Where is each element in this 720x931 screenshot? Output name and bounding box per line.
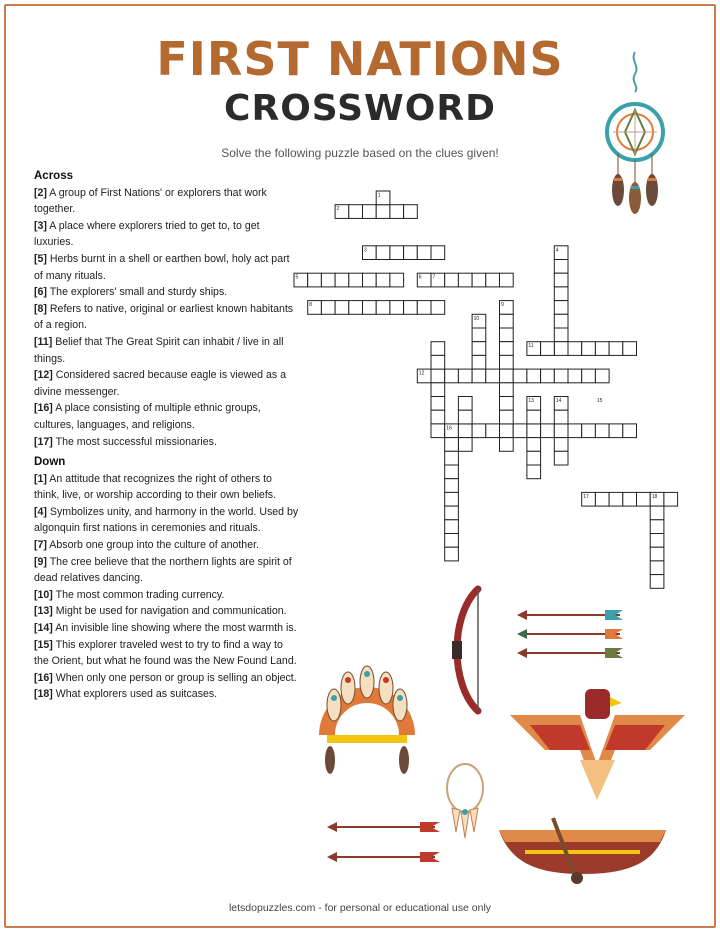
grid-cell[interactable] — [650, 561, 664, 575]
grid-number: 7 — [432, 274, 436, 281]
grid-cell[interactable] — [500, 314, 514, 328]
grid-number: 10 — [473, 315, 480, 322]
clue-number: [9] — [34, 555, 47, 568]
grid-cell[interactable] — [554, 342, 568, 356]
grid-cell[interactable] — [445, 506, 459, 520]
clue-text: The explorers' small and sturdy ships. — [46, 286, 228, 299]
dreamcatcher-icon — [600, 50, 670, 215]
grid-cell[interactable] — [500, 328, 514, 342]
grid-cell[interactable] — [554, 451, 568, 465]
grid-cell[interactable] — [390, 273, 404, 287]
grid-cell[interactable] — [431, 397, 445, 411]
grid-cell[interactable] — [458, 273, 472, 287]
grid-cell[interactable] — [363, 273, 377, 287]
grid-cell[interactable] — [349, 273, 363, 287]
grid-cell[interactable] — [458, 397, 472, 411]
clue-text: Refers to native, original or earliest known habitants of a region. — [34, 302, 294, 332]
grid-cell[interactable] — [650, 506, 664, 520]
clue-text: Symbolizes unity, and harmony in the world. Used by algonquin first nations in ceremonies and rituals. — [34, 505, 299, 535]
grid-cell[interactable] — [445, 369, 459, 383]
clue-number: [18] — [34, 688, 53, 701]
grid-cell[interactable] — [445, 547, 459, 561]
grid-cell[interactable] — [582, 369, 596, 383]
across-heading: Across — [34, 170, 73, 182]
grid-cell[interactable] — [445, 451, 459, 465]
grid-cell[interactable] — [376, 246, 390, 260]
grid-cell[interactable] — [582, 424, 596, 438]
grid-cell[interactable] — [321, 273, 335, 287]
clue-text: The cree believe that the northern lights are spirit of dead relatives dancing. — [34, 555, 292, 585]
grid-cell[interactable] — [664, 492, 678, 506]
grid-cell[interactable] — [554, 314, 568, 328]
grid-cell[interactable] — [335, 301, 349, 315]
grid-cell[interactable] — [568, 424, 582, 438]
grid-number: 15 — [596, 398, 603, 404]
grid-cell[interactable] — [554, 424, 568, 438]
grid-cell[interactable] — [500, 424, 514, 438]
clue-number: [14] — [34, 622, 53, 635]
grid-cell[interactable] — [458, 369, 472, 383]
grid-number: 5 — [295, 274, 299, 281]
grid-number: 2 — [336, 206, 340, 213]
grid-cell[interactable] — [554, 328, 568, 342]
grid-cell[interactable] — [500, 397, 514, 411]
grid-cell[interactable] — [513, 369, 527, 383]
grid-cell[interactable] — [431, 355, 445, 369]
grid-cell[interactable] — [445, 465, 459, 479]
clue-number: [11] — [34, 335, 53, 348]
grid-number: 8 — [309, 302, 312, 309]
grid-cell[interactable] — [650, 575, 664, 589]
grid-cell[interactable] — [486, 424, 500, 438]
grid-cell[interactable] — [541, 424, 555, 438]
grid-cell[interactable] — [390, 205, 404, 219]
grid-cell[interactable] — [637, 492, 651, 506]
grid-cell[interactable] — [527, 424, 541, 438]
grid-cell[interactable] — [431, 246, 445, 260]
grid-cell[interactable] — [595, 342, 609, 356]
grid-number: 6 — [418, 274, 422, 281]
grid-cell[interactable] — [431, 424, 445, 438]
grid-cell[interactable] — [445, 438, 459, 452]
clue-number: [13] — [34, 605, 53, 618]
grid-cell[interactable] — [349, 301, 363, 315]
clue-number: [1] — [34, 472, 47, 485]
grid-cell[interactable] — [623, 492, 637, 506]
grid-cell[interactable] — [390, 301, 404, 315]
grid-cell[interactable] — [390, 246, 404, 260]
grid-cell[interactable] — [609, 492, 623, 506]
bow-icon — [440, 585, 500, 715]
grid-cell[interactable] — [623, 342, 637, 356]
grid-number: 14 — [555, 398, 562, 404]
grid-cell[interactable] — [554, 301, 568, 315]
grid-cell[interactable] — [595, 492, 609, 506]
grid-cell[interactable] — [431, 342, 445, 356]
grid-cell[interactable] — [431, 383, 445, 397]
clue-text: A place consisting of multiple ethnic groups, cultures, languages, and religions. — [34, 402, 261, 431]
grid-cell[interactable] — [472, 273, 486, 287]
grid-cell[interactable] — [527, 451, 541, 465]
grid-cell[interactable] — [541, 369, 555, 383]
grid-cell[interactable] — [376, 273, 390, 287]
clue-number: [12] — [34, 369, 53, 382]
grid-cell[interactable] — [376, 205, 390, 219]
grid-cell[interactable] — [568, 342, 582, 356]
grid-cell[interactable] — [500, 438, 514, 452]
grid-cell[interactable] — [513, 424, 527, 438]
grid-cell[interactable] — [541, 342, 555, 356]
grid-number: 3 — [364, 247, 367, 254]
grid-cell[interactable] — [527, 438, 541, 452]
clue-number: [10] — [34, 588, 53, 601]
grid-cell[interactable] — [609, 342, 623, 356]
grid-cell[interactable] — [500, 273, 514, 287]
clue-text: The most successful missionaries. — [52, 435, 217, 448]
grid-cell[interactable] — [404, 205, 418, 219]
clue-text: What explorers used as suitcases. — [52, 688, 218, 701]
grid-cell[interactable] — [527, 410, 541, 424]
grid-cell[interactable] — [417, 246, 431, 260]
grid-cell[interactable] — [472, 369, 486, 383]
grid-cell[interactable] — [554, 260, 568, 274]
grid-cell[interactable] — [417, 301, 431, 315]
grid-cell[interactable] — [554, 273, 568, 287]
headdress-icon — [312, 660, 422, 780]
grid-cell[interactable] — [650, 534, 664, 548]
clue-text: Belief that The Great Spirit can inhabit / live in all things. — [34, 335, 284, 365]
grid-cell[interactable] — [458, 438, 472, 452]
grid-cell[interactable] — [321, 301, 335, 315]
grid-number: 17 — [583, 493, 589, 500]
grid-cell[interactable] — [431, 301, 445, 315]
clue-text: This explorer traveled west to try to find a way to the Orient, but what he found was the New Found Land. — [34, 638, 297, 668]
grid-cell[interactable] — [445, 520, 459, 534]
grid-cell[interactable] — [376, 301, 390, 315]
grid-cell[interactable] — [472, 328, 486, 342]
grid-cell[interactable] — [335, 273, 349, 287]
clue-number: [5] — [34, 252, 47, 265]
grid-cell[interactable] — [554, 287, 568, 301]
title-crossword: CROSSWORD — [224, 88, 496, 129]
clue-text: When only one person or group is selling an object. — [52, 671, 297, 684]
grid-cell[interactable] — [486, 273, 500, 287]
grid-number: 9 — [501, 302, 504, 309]
canoe-icon — [495, 810, 670, 885]
grid-cell[interactable] — [554, 369, 568, 383]
grid-number: 18 — [651, 493, 658, 500]
grid-cell[interactable] — [404, 246, 418, 260]
grid-cell[interactable] — [445, 273, 459, 287]
grid-cell[interactable] — [500, 410, 514, 424]
grid-cell[interactable] — [445, 492, 459, 506]
necklace-icon — [440, 760, 490, 840]
grid-cell[interactable] — [472, 355, 486, 369]
clue-text: The most common trading currency. — [52, 588, 225, 601]
grid-number: 13 — [528, 398, 534, 404]
clue-number: [6] — [34, 286, 47, 299]
clue-text: An invisible line showing where the most warmth is. — [52, 622, 297, 635]
clue-number: [7] — [34, 539, 47, 552]
clue-text: A place where explorers tried to get to, to get luxuries. — [34, 219, 260, 249]
grid-cell[interactable] — [568, 369, 582, 383]
grid-cell[interactable] — [431, 369, 445, 383]
grid-number: 4 — [555, 247, 559, 254]
grid-cell[interactable] — [445, 479, 459, 493]
grid-cell[interactable] — [458, 424, 472, 438]
grid-cell[interactable] — [308, 273, 322, 287]
thunderbird-icon — [510, 685, 685, 800]
grid-cell[interactable] — [500, 383, 514, 397]
clue-number: [17] — [34, 435, 53, 448]
grid-number: 11 — [528, 343, 534, 350]
clue-number: [2] — [34, 186, 47, 199]
grid-cell[interactable] — [472, 424, 486, 438]
instructions: Solve the following puzzle based on the clues given! — [221, 146, 499, 160]
arrow-icon — [515, 605, 630, 665]
grid-cell[interactable] — [486, 369, 500, 383]
grid-cell[interactable] — [650, 520, 664, 534]
grid-cell[interactable] — [595, 369, 609, 383]
grid-cell[interactable] — [363, 205, 377, 219]
clue-text: Herbs burnt in a shell or earthen bowl, holy act part of many rituals. — [34, 252, 290, 282]
grid-cell[interactable] — [445, 534, 459, 548]
clue-text: An attitude that recognizes the right of others to think, live, or worship according to their own beliefs. — [34, 472, 277, 502]
grid-number: 16 — [446, 425, 452, 432]
grid-cell[interactable] — [349, 205, 363, 219]
clue-number: [16] — [34, 402, 53, 415]
grid-number: 1 — [377, 192, 381, 199]
grid-cell[interactable] — [500, 369, 514, 383]
clue-number: [15] — [34, 638, 53, 651]
clue-number: [16] — [34, 671, 53, 684]
footer-note: letsdopuzzles.com - for personal or educational use only — [228, 902, 492, 914]
clue-text: Might be used for navigation and communication. — [52, 605, 287, 618]
grid-cell[interactable] — [609, 424, 623, 438]
clue-text: Absorb one group into the culture of another. — [46, 539, 259, 552]
grid-cell[interactable] — [458, 410, 472, 424]
grid-cell[interactable] — [595, 424, 609, 438]
grid-cell[interactable] — [527, 465, 541, 479]
grid-number: 12 — [418, 370, 425, 377]
grid-cell[interactable] — [554, 438, 568, 452]
grid-cell[interactable] — [650, 547, 664, 561]
grid-cell[interactable] — [472, 342, 486, 356]
grid-cell[interactable] — [500, 342, 514, 356]
clue-number: [4] — [34, 505, 47, 518]
grid-cell[interactable] — [431, 410, 445, 424]
clue-text: Considered sacred because eagle is viewed as a divine messenger. — [34, 369, 287, 398]
clue-text: A group of First Nations' or explorers that work together. — [34, 186, 267, 216]
grid-cell[interactable] — [500, 355, 514, 369]
grid-cell[interactable] — [554, 410, 568, 424]
clue-number: [3] — [34, 219, 47, 232]
arrow-icon — [325, 815, 445, 870]
down-heading: Down — [34, 456, 66, 469]
grid-cell[interactable] — [623, 424, 637, 438]
grid-cell[interactable] — [527, 369, 541, 383]
title-first-nations: FIRST NATIONS — [156, 32, 564, 86]
grid-cell[interactable] — [582, 342, 596, 356]
grid-cell[interactable] — [404, 301, 418, 315]
grid-cell[interactable] — [363, 301, 377, 315]
clue-number: [8] — [34, 302, 47, 315]
